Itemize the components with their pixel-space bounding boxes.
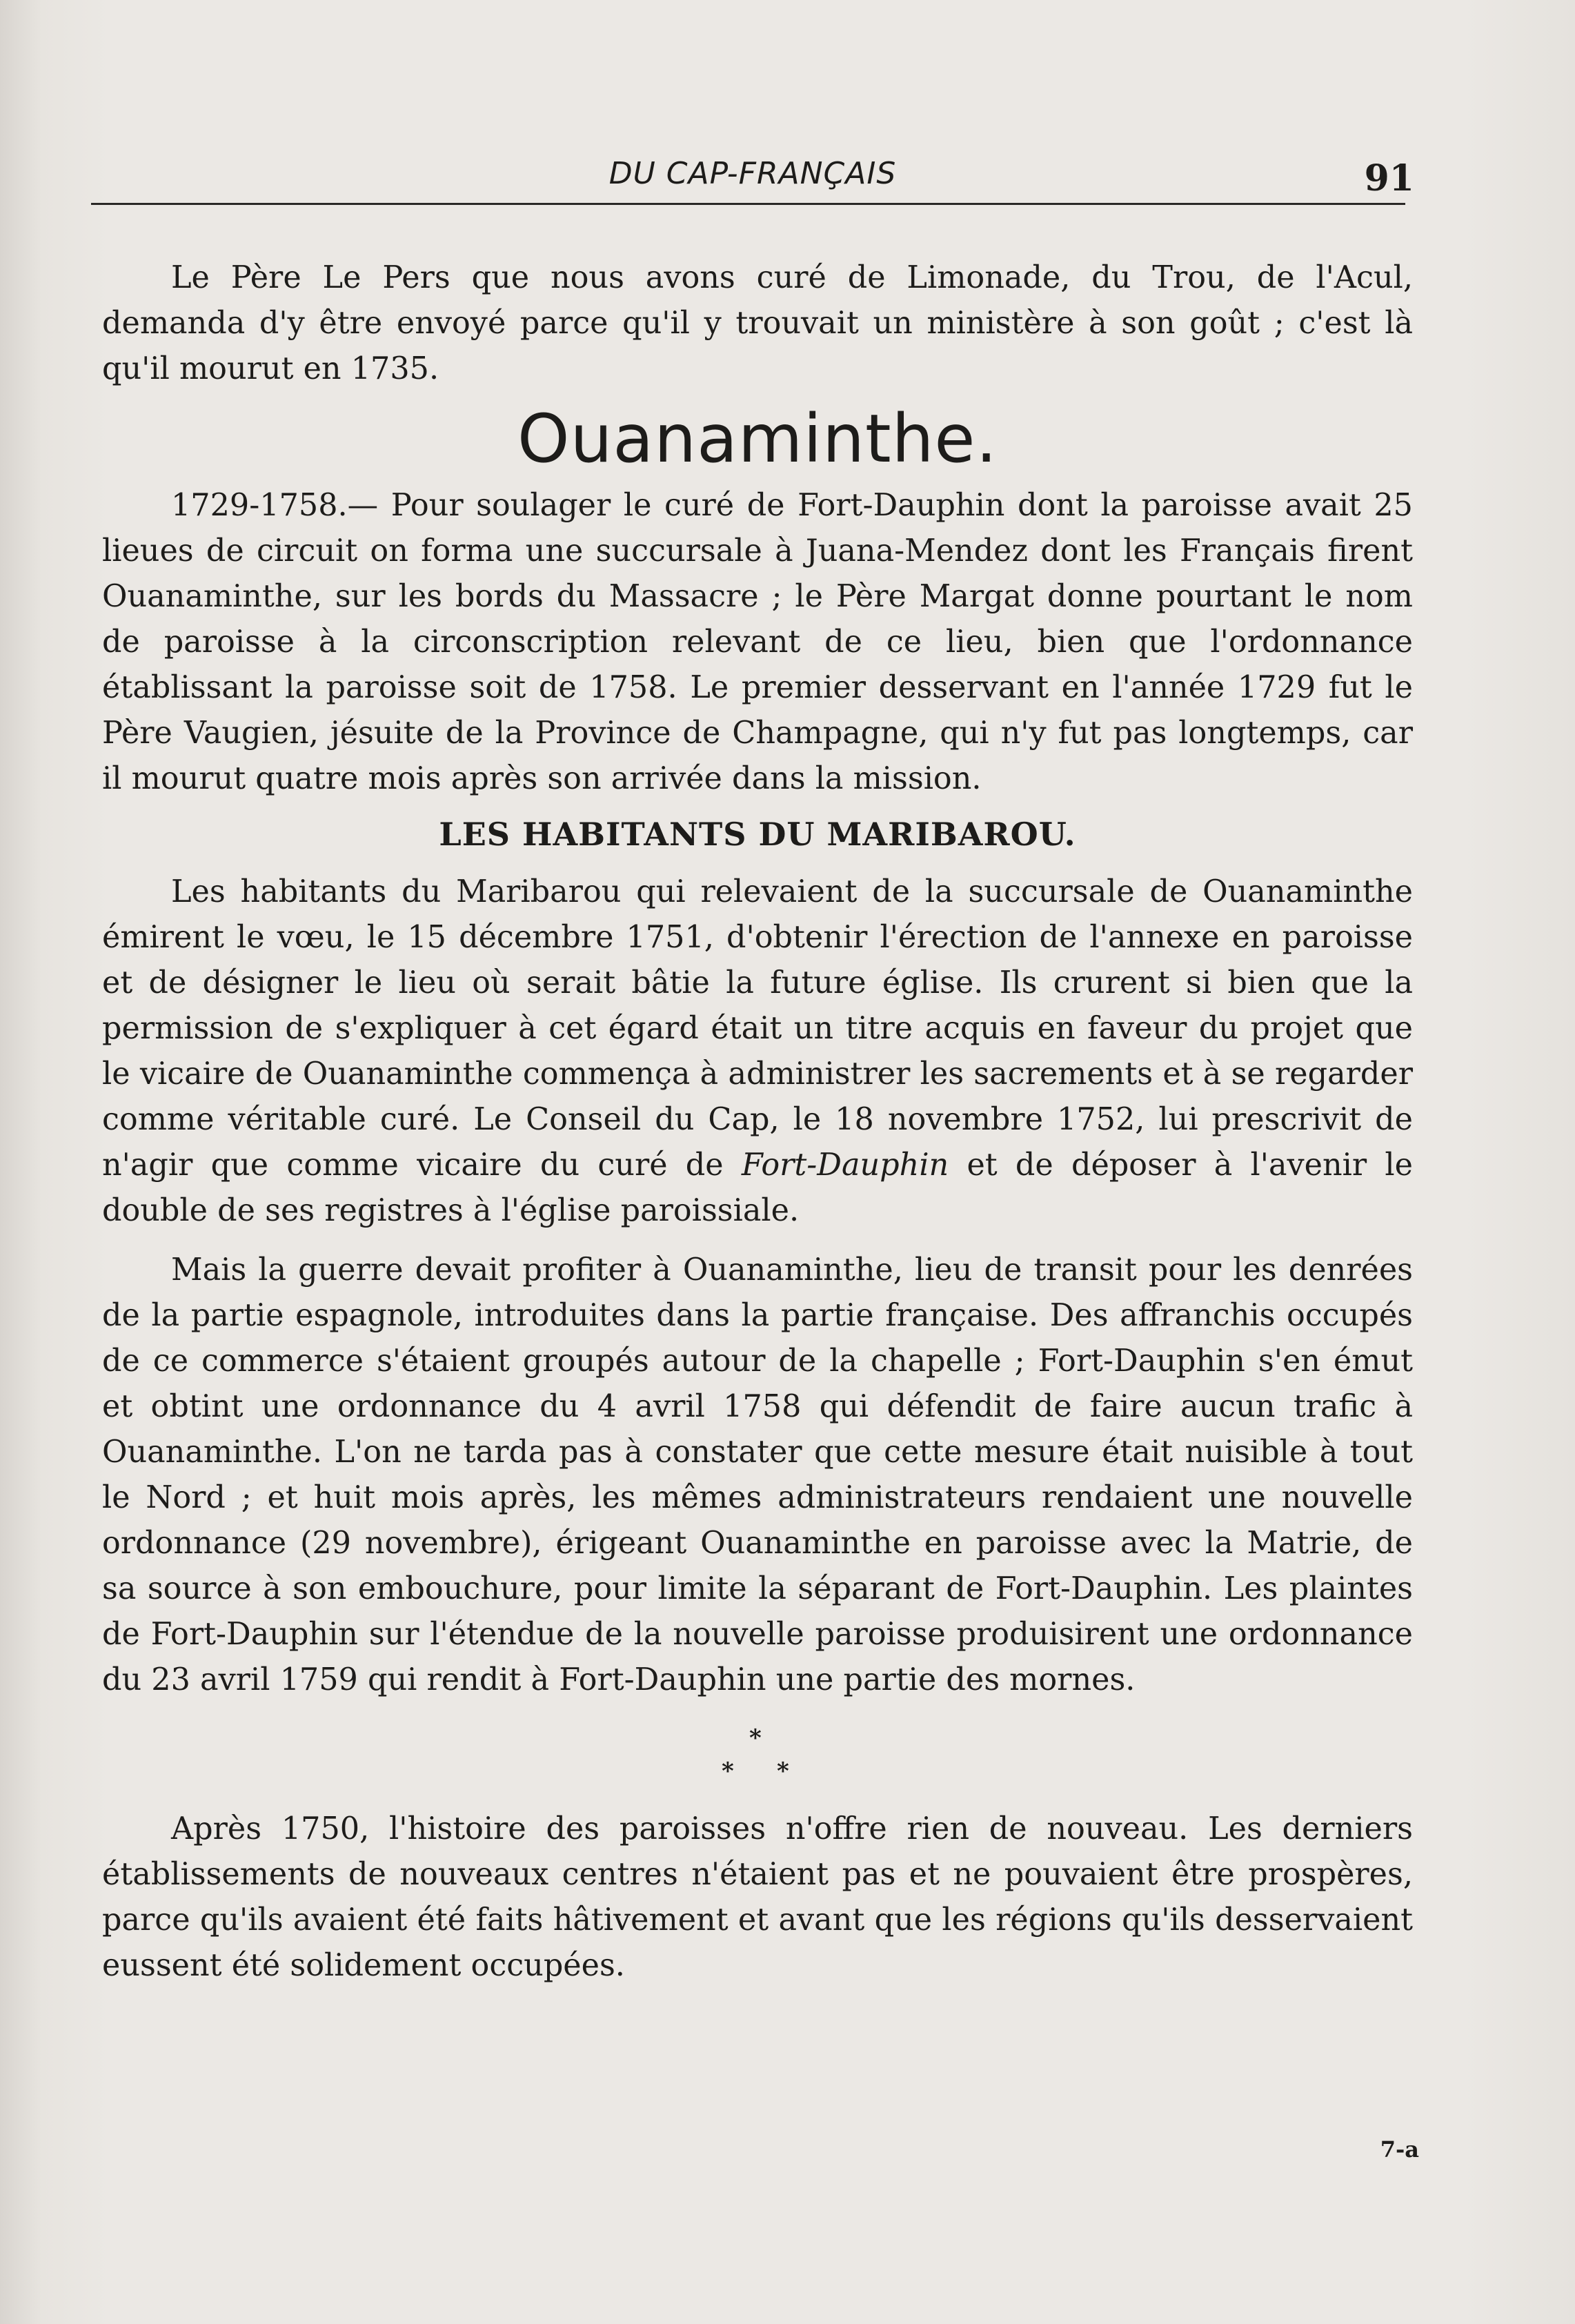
section-title: Ouanaminthe. [517, 400, 998, 477]
paragraph-maribarou-text-b: et de déposer à l'avenir le double de ses registres à l'église paroissiale. [102, 1148, 1413, 1228]
running-title: DU CAP-FRANÇAIS [608, 156, 897, 191]
asterism-star-right: * [777, 1757, 789, 1785]
asterism-star-top: * [749, 1724, 762, 1752]
header-rule [91, 203, 1405, 205]
paragraph-ouanaminthe-history: 1729-1758.— Pour soulager le curé de Fort-Dauphin dont la paroisse avait 25 lieues de circuit on forma une succursale à Juana-Mendez dont les Français firent Ouanaminthe, sur les bords du Massacre ; le Père Margat donne pourtant le nom de paroisse à la circonscription relevant de ce lieu, bien que l'ordonnance établissant la paroisse soit de 1758. Le premier desservant en l'année 1729 fut le Père Vaugien, jésuite de la Province de Champagne, qui n'y fut pas longtemps, car il mourut quatre mois après son arrivée dans la mission. [102, 488, 1413, 796]
paragraph-maribarou-italic: Fort-Dauphin [741, 1148, 949, 1183]
paragraph-apres-1750: Après 1750, l'histoire des paroisses n'offre rien de nouveau. Les derniers établissements de nouveaux centres n'étaient pas et ne pouvaient être prospères, parce qu'ils avaient été faits hâtivement et avant que les régions qu'ils desservaient eussent été solidement occupées. [102, 1811, 1413, 1983]
subheading-maribarou: LES HABITANTS DU MARIBAROU. [439, 816, 1076, 853]
body-text [102, 255, 1413, 1989]
page-number: 91 [1364, 157, 1414, 199]
paragraph-le-pers: Le Père Le Pers que nous avons curé de Limonade, du Trou, de l'Acul, demanda d'y être envoyé parce qu'il y trouvait un ministère à son goût ; c'est là qu'il mourut en 1735. [102, 260, 1413, 386]
signature-mark: 7-a [1380, 2136, 1419, 2163]
asterism-star-left: * [722, 1757, 734, 1785]
asterism [709, 1710, 806, 1793]
page-header [91, 149, 1414, 204]
paragraph-maribarou-text-a: Les habitants du Maribarou qui relevaient de la succursale de Ouanaminthe émirent le vœu, le 15 décembre 1751, d'obtenir l'érection de l'annexe en paroisse et de désigner le lieu où serait bâtie la future église. Ils crurent si bien que la permission de s'expliquer à cet égard était un titre acquis en faveur du projet que le vicaire de Ouanaminthe commença à administrer les sacrements et à se regarder comme véritable curé. Le Conseil du Cap, le 18 novembre 1752, lui prescrivit de n'agir que comme vicaire du curé de [102, 874, 1413, 1183]
paragraph-guerre: Mais la guerre devait profiter à Ouanaminthe, lieu de transit pour les denrées de la partie espagnole, introduites dans la partie française. Des affranchis occupés de ce commerce s'étaient groupés autour de la chapelle ; Fort-Dauphin s'en émut et obtint une ordonnance du 4 avril 1758 qui défendit de faire aucun trafic à Ouanaminthe. L'on ne tarda pas à constater que cette mesure était nuisible à tout le Nord ; et huit mois après, les mêmes administrateurs rendaient une nouvelle ordonnance (29 novembre), érigeant Ouanaminthe en paroisse avec la Matrie, de sa source à son embouchure, pour limite la séparant de Fort-Dauphin. Les plaintes de Fort-Dauphin sur l'étendue de la nouvelle paroisse produisirent une ordonnance du 23 avril 1759 qui rendit à Fort-Dauphin une partie des mornes. [102, 1252, 1413, 1697]
paragraph-maribarou [102, 869, 1413, 1234]
